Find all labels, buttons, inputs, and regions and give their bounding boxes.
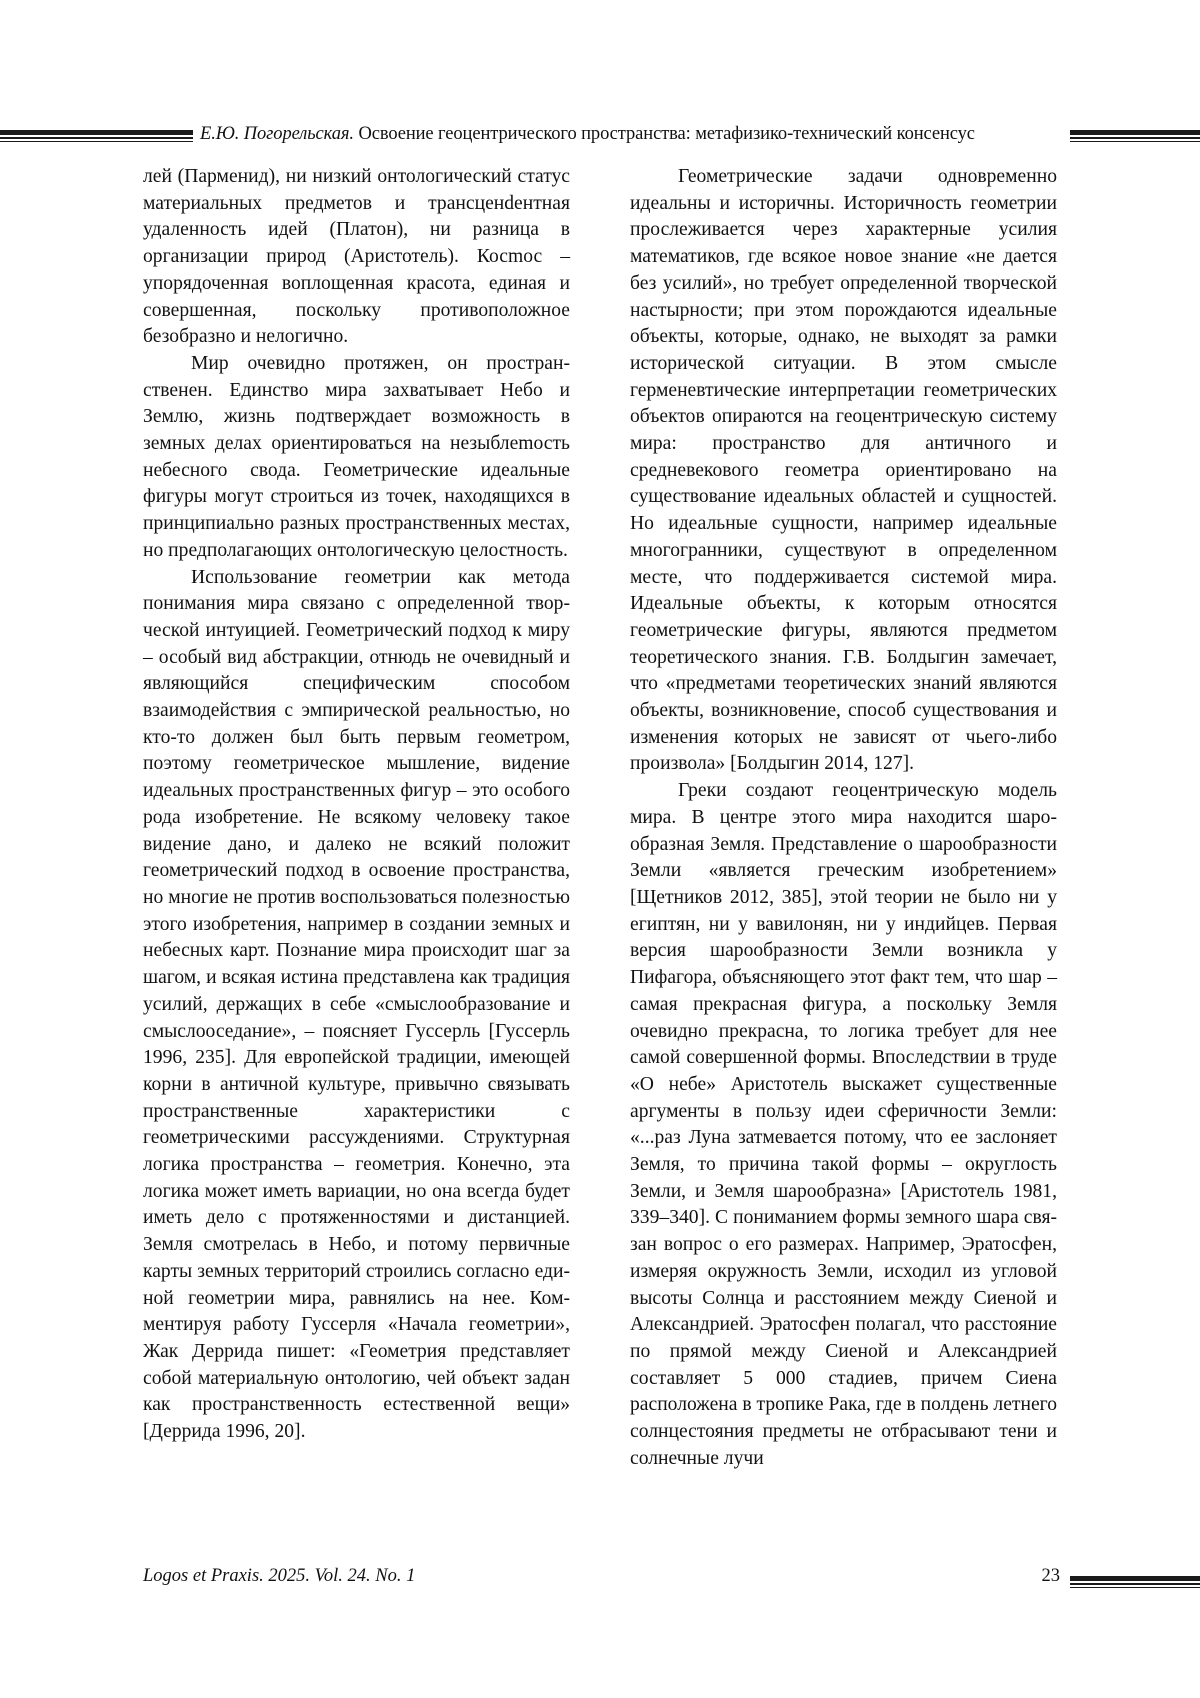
header-rule-right (1070, 130, 1200, 142)
journal-citation: Logos et Praxis. 2025. Vol. 24. No. 1 (143, 1566, 416, 1586)
paragraph: лей (Парменид), ни низкий онтологический статус материальных предметов и трансценdентная удаленность идей (Платон), ни разница в организации природ (Аристотель). Косmос – упорядоченная воплощенная красота, единая и совершенная, поскольку противоположное безобразно и нелогично. (143, 166, 570, 348)
running-head-author: Е.Ю. Погорельская. (200, 124, 354, 144)
left-column (143, 164, 570, 1446)
right-column (630, 164, 1057, 1472)
running-head-title: Освоение геоцентрического пространства: метафизико-технический консенсус (358, 124, 975, 144)
paragraph: Использование геометрии как метода понимания мира связано с определенной творческой интуицией. Геометрический подход к миру – особый вид абстракции, отнюдь не очевидный и являющийся специфическим способом взаимодействия с эмпирической реальностью, но кто-то должен был быть первым геометром, поэтому геометрическое мышление, видение идеальных пространственных фигур – это особого рода изобретение. Не всякому человеку такое видение дано, и далеко не всякий положит геометрический подход в освоение пространства, но многие не против воспользоваться полезностью этого изобретения, например в создании земных и небесных карт. Познание мира происходит шаг за шагом, и всякая истина представлена как традиция усилий, держащих в себе «смыслообразование и смыслооседание», – поясняет Гуссерль [Гуссерль 1996, 235]. Для европейской традиции, имеющей корни в античной культуре, привычно связывать пространственные характеристики с геометрическими рассуждениями. Структурная логика пространства – геометрия. Конечно, эта логика может иметь вариации, но она всегда будет иметь дело с протяженностями и дистанцией. Земля смотрелась в Небо, и потому первичные карты земных территорий строились согласно единой геометрии мира, равнялись на нее. Комментируя работу Гуссерля «Начала геометрии», Жак Деррида пишет: «Геометрия представляет собой материальную онтологию, чей объект задан как пространственность естественной вещи» [Деррида 1996, 20]. (143, 566, 570, 1443)
running-head (200, 124, 1065, 145)
header-rule-left (0, 130, 193, 142)
paragraph: Геометрические задачи одновременно идеальны и историчны. Историчность геометрии прослеживается через характерные усилия математиков, где всякое новое знание «не дается без усилий», но требует определенной творческой настырности; при этом порождаются идеальные объекты, которые, однако, не выходят за рамки исторической ситуации. В этом смысле герменевтические интерпретации геометрических объектов опираются на геоцентрическую систему мира: пространство для античного и средневекового геометра ориентировано на существование идеальных областей и сущностей. Но идеальные сущности, например идеальные многогранники, существуют в определенном месте, что поддерживается системой мира. Идеальные объекты, к которым относятся геометрические фигуры, являются предметом теоретического знания. Г.В. Болдыгин замечает, что «предметами теоретических знаний являются объекты, возникновение, способ существования и изменения которых не зависят от чьего-либо произвола» [Болдыгин 2014, 127]. (630, 166, 1057, 775)
page-number: 23 (1041, 1566, 1060, 1586)
footer-rule-right (1070, 1576, 1200, 1588)
paragraph: Мир очевидно протяжен, он пространственен. Единство мира захватывает Небо и Землю, жизнь подтверждает возможность в земных делах ориентироваться на незыблеmость небесного свода. Геометрические идеальные фигуры могут строиться из точек, находящихся в принципиально разных пространственных местах, но предполагающих онтологическую целостность. (143, 352, 570, 561)
paragraph: Греки создают геоцентрическую модель мира. В центре этого мира находится шарообразная Земля. Представление о шарообразности Земли «является греческим изобретением» [Щетников 2012, 385], этой теории не было ни у египтян, ни у вавилонян, ни у индийцев. Первая версия шарообразности Земли возникла у Пифагора, объясняющего этот факт тем, что шар – самая прекрасная фигура, а поскольку Земля очевидно прекрасна, то логика требует для нее самой совершенной формы. Впоследствии в труде «О небе» Аристотель выскажет существенные аргументы в пользу идеи сферичности Земли: «...раз Луна затмевается потому, что ее заслоняет Земля, то причина такой формы – округлость Земли, и Земля шарообразна» [Аристотель 1981, 339–340]. С пониманием формы земного шара связан вопрос о его размерах. Например, Эратосфен, измеряя окружность Земли, исходил из угловой высоты Солнца и расстоянием между Сиеной и Александрией. Эратосфен полагал, что расстояние по прямой между Сиеной и Александрией составляет 5 000 стадиев, причем Сиена расположена в тропике Рака, где в полдень летнего солнцестояния предметы не отбрасывают тени и солнечные лучи (630, 780, 1057, 1469)
